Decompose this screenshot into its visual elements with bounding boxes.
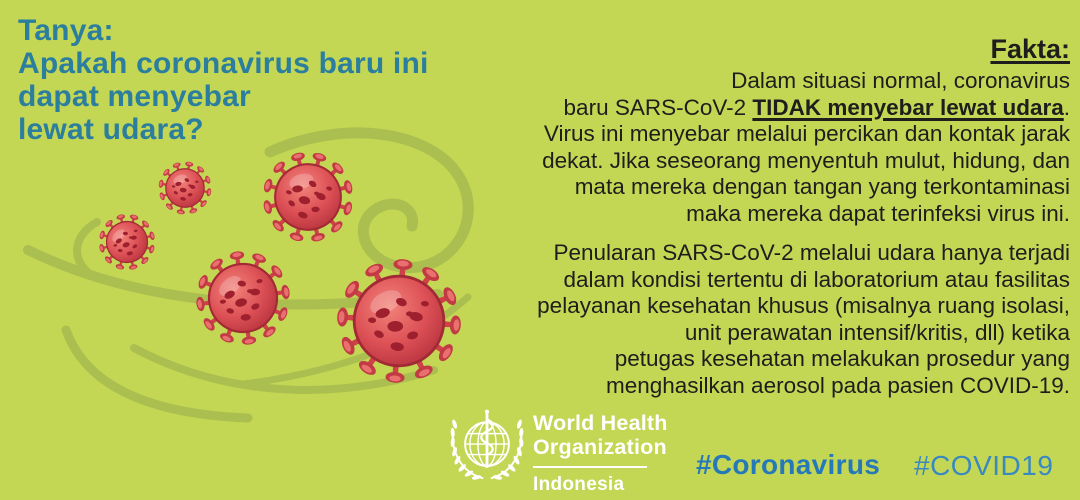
question-line: Tanya:: [18, 14, 114, 47]
who-logo: [447, 399, 668, 496]
question-line: dapat menyebar: [18, 80, 251, 113]
fact-text-line: menghasilkan aerosol pada pasien COVID-19.: [605, 372, 1070, 398]
fact-text-line: Penularan SARS-CoV-2 melalui udara hanya terjadi: [553, 240, 1070, 265]
hashtag-coronavirus: #Coronavirus: [696, 449, 881, 480]
fact-block: [450, 33, 1070, 399]
fact-text-line: maka mereka dapat terinfeksi virus ini.: [686, 200, 1070, 226]
fact-text-line: unit perawatan intensif/kritis, dll) ketika: [684, 319, 1070, 345]
fact-paragraph-2: [450, 240, 1070, 399]
question-line: Apakah coronavirus baru ini: [18, 47, 429, 80]
fact-emphasis: TIDAK menyebar lewat udara: [752, 94, 1064, 120]
fact-text-line: petugas kesehatan melakukan prosedur yang: [614, 346, 1070, 371]
fact-text-line: pelayanan kesehatan khusus (misalnya ruang isolasi,: [537, 293, 1070, 318]
who-logo-divider: [533, 466, 647, 468]
who-logo-text: [533, 399, 668, 496]
fact-heading: Fakta:: [990, 34, 1070, 64]
fact-text-line: baru SARS-CoV-2 TIDAK menyebar lewat udara.: [563, 94, 1070, 120]
who-emblem-icon: [447, 399, 527, 493]
question-title: [18, 14, 429, 146]
coronavirus-illustration: [93, 141, 465, 387]
question-line: lewat udara?: [18, 113, 204, 146]
fact-paragraph-1: [450, 68, 1070, 227]
wind-swirl: [28, 133, 468, 418]
fact-text-line: dalam kondisi tertentu di laboratorium atau fasilitas: [563, 266, 1070, 292]
fact-text-line: dekat. Jika seseorang menyentuh mulut, hidung, dan: [542, 147, 1070, 173]
who-name: World Health Organization: [533, 411, 668, 459]
who-country: Indonesia: [533, 474, 625, 495]
fact-text-line: Virus ini menyebar melalui percikan dan kontak jarak: [543, 121, 1070, 146]
fact-text-line: mata mereka dengan tangan yang terkontaminasi: [574, 174, 1070, 199]
fact-text-line: Dalam situasi normal, coronavirus: [731, 68, 1070, 93]
hashtag-covid19: #COVID19: [914, 450, 1054, 481]
